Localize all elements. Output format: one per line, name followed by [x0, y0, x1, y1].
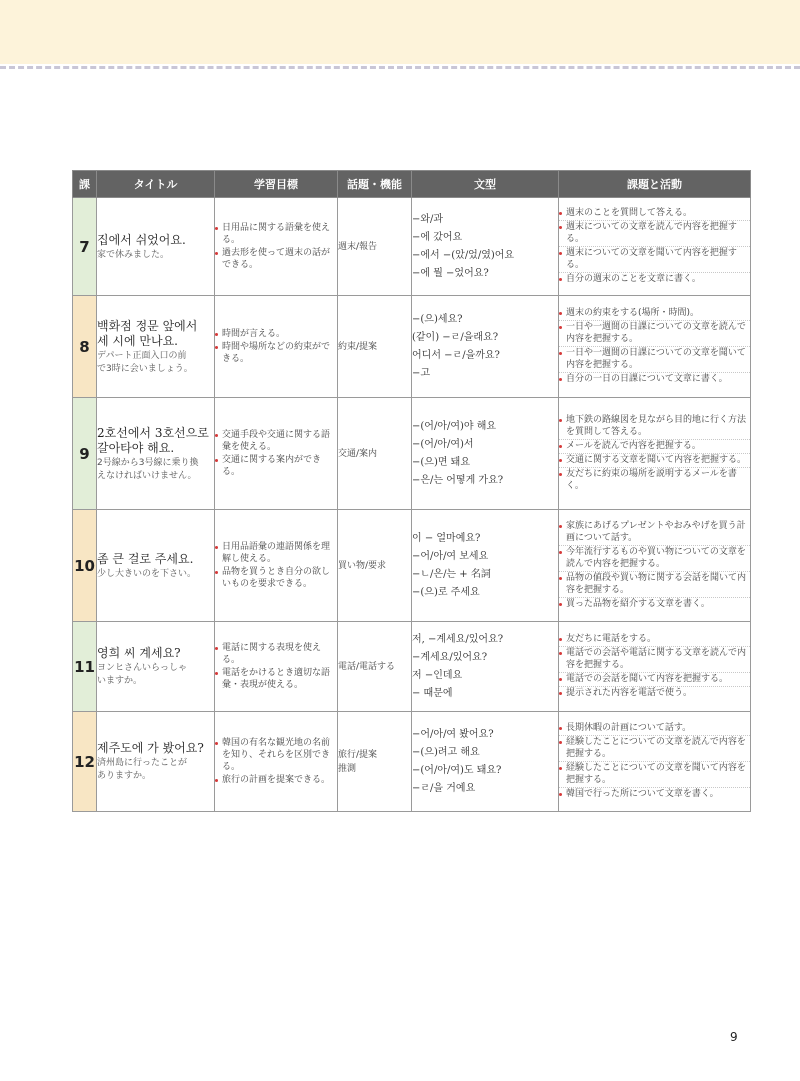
topic-line: 交通/案内: [338, 448, 378, 459]
activity-item: 提示された内容を電話で使う。: [559, 687, 750, 700]
topic-line: 約束/提案: [338, 341, 378, 352]
top-decorative-band: [0, 0, 800, 64]
goals-list: [215, 429, 337, 478]
pattern-line: −에 갔어요: [412, 231, 463, 243]
activity-item: 友だちに電話をする。: [559, 633, 750, 647]
japanese-subtitle-line: ヨンヒさんいらっしゃ: [97, 663, 188, 673]
pattern-line: (같이) −ㄹ/을래요?: [412, 331, 499, 343]
goal-item: 日用品語彙の連語関係を理解し使える。: [215, 541, 337, 565]
pattern-line: −(으)면 돼요: [412, 456, 471, 468]
pattern-line: 어디서 −ㄹ/을까요?: [412, 349, 500, 361]
lesson-number: 9: [73, 398, 97, 510]
goal-item: 時間や場所などの約束ができる。: [215, 341, 337, 365]
pattern-line: −ㄴ/은/는 + 名詞: [412, 568, 491, 580]
japanese-subtitle-line: で3時に会いましょう。: [97, 363, 193, 374]
pattern-line: 저, −계세요/있어요?: [412, 633, 504, 645]
activity-item: 自分の一日の日課について文章に書く。: [559, 373, 750, 386]
korean-title-line: 집에서 쉬었어요.: [97, 232, 186, 247]
lesson-title-cell: [97, 712, 215, 812]
japanese-subtitle-line: 済州島に行ったことが: [97, 758, 188, 768]
japanese-subtitle-line: デパート正面入口の前: [97, 350, 187, 361]
topic-line: 旅行/提案: [338, 749, 378, 760]
pattern-line: 저 −인데요: [412, 669, 463, 681]
korean-title-line: 세 시에 만나요.: [97, 333, 178, 348]
activities-list: [559, 414, 750, 493]
topic-function-cell: [338, 712, 412, 812]
activities-list: [559, 307, 750, 386]
topic-line: 推測: [338, 763, 357, 774]
activity-item: 韓国で行った所について文章を書く。: [559, 788, 750, 801]
goal-item: 品物を買うとき自分の欲しいものを要求できる。: [215, 566, 337, 590]
topic-line: 電話/電話する: [338, 661, 396, 672]
header-patterns: 文型: [412, 171, 559, 198]
pattern-line: −계세요/있어요?: [412, 651, 488, 663]
activity-item: メールを読んで内容を把握する。: [559, 440, 750, 454]
topic-function-cell: [338, 622, 412, 712]
topic-function-cell: [338, 296, 412, 398]
activity-item: 一日や一週間の日課についての文章を読んで内容を把握する。: [559, 321, 750, 347]
table-row: [73, 296, 751, 398]
learning-goals-cell: [215, 296, 338, 398]
pattern-line: −은/는 어떻게 가요?: [412, 474, 504, 486]
goal-item: 交通手段や交通に関する語彙を使える。: [215, 429, 337, 453]
sentence-patterns-cell: [412, 198, 559, 296]
pattern-line: −어/아/여 보세요: [412, 550, 489, 562]
activities-cell: [559, 398, 751, 510]
topic-line: 買い物/要求: [338, 560, 387, 571]
activity-item: 週末のことを質問して答える。: [559, 207, 750, 221]
learning-goals-cell: [215, 510, 338, 622]
sentence-patterns-cell: [412, 622, 559, 712]
activity-item: 地下鉄の路線図を見ながら目的地に行く方法を質問して答える。: [559, 414, 750, 440]
japanese-subtitle-line: えなければいけません。: [97, 470, 197, 481]
lesson-number: 12: [73, 712, 97, 812]
activities-list: [559, 722, 750, 801]
goal-item: 過去形を使って週末の話ができる。: [215, 247, 337, 271]
page-number: 9: [730, 1030, 738, 1044]
korean-title-line: 2호선에서 3호선으로: [97, 425, 209, 440]
topic-function-cell: [338, 398, 412, 510]
japanese-subtitle-line: ありますか。: [97, 771, 152, 781]
topic-function-cell: [338, 198, 412, 296]
goal-item: 交通に関する案内ができる。: [215, 454, 337, 478]
goals-list: [215, 222, 337, 271]
header-goals: 学習目標: [215, 171, 338, 198]
sentence-patterns-cell: [412, 510, 559, 622]
table-row: [73, 398, 751, 510]
pattern-line: 이 − 얼마예요?: [412, 532, 481, 544]
activity-item: 週末についての文章を聞いて内容を把握する。: [559, 247, 750, 273]
goal-item: 時間が言える。: [215, 328, 337, 340]
japanese-subtitle-line: 家で休みました。: [97, 249, 170, 260]
lesson-title-cell: [97, 398, 215, 510]
pattern-line: −(으)세요?: [412, 313, 463, 325]
activities-cell: [559, 712, 751, 812]
activity-item: 交通に関する文章を聞いて内容を把握する。: [559, 454, 750, 468]
pattern-line: −(어/아/여)도 돼요?: [412, 764, 502, 776]
lesson-number: 7: [73, 198, 97, 296]
japanese-subtitle-line: 2号線から3号線に乗り換: [97, 457, 199, 468]
activities-cell: [559, 622, 751, 712]
goal-item: 電話に関する表現を使える。: [215, 642, 337, 666]
lesson-title-cell: [97, 296, 215, 398]
table-row: [73, 712, 751, 812]
sentence-patterns-cell: [412, 296, 559, 398]
pattern-line: −(으)려고 해요: [412, 746, 480, 758]
activity-item: 家族にあげるプレゼントやおみやげを買う計画について話す。: [559, 520, 750, 546]
learning-goals-cell: [215, 398, 338, 510]
table-header-row: [73, 171, 751, 198]
header-lesson: 課: [73, 171, 97, 198]
lesson-number: 8: [73, 296, 97, 398]
activity-item: 週末についての文章を読んで内容を把握する。: [559, 221, 750, 247]
activities-cell: [559, 510, 751, 622]
goal-item: 韓国の有名な観光地の名前を知り、それらを区別できる。: [215, 737, 337, 773]
activity-item: 経験したことについての文章を読んで内容を把握する。: [559, 736, 750, 762]
activity-item: 電話での会話や電話に関する文章を読んで内容を把握する。: [559, 647, 750, 673]
goal-item: 日用品に関する語彙を使える。: [215, 222, 337, 246]
activity-item: 経験したことについての文章を聞いて内容を把握する。: [559, 762, 750, 788]
activity-item: 長期休暇の計画について話す。: [559, 722, 750, 736]
pattern-line: −와/과: [412, 213, 444, 225]
activities-list: [559, 520, 750, 611]
korean-title-line: 백화점 정문 앞에서: [97, 318, 198, 333]
lesson-title-cell: [97, 198, 215, 296]
korean-title-line: 제주도에 가 봤어요?: [97, 741, 204, 755]
activity-item: 買った品物を紹介する文章を書く。: [559, 598, 750, 611]
activity-item: 自分の週末のことを文章に書く。: [559, 273, 750, 286]
table-row: [73, 198, 751, 296]
korean-title-line: 갈아타야 해요.: [97, 440, 175, 455]
header-title: タイトル: [97, 171, 215, 198]
pattern-line: −고: [412, 367, 431, 379]
activities-list: [559, 633, 750, 700]
goals-list: [215, 642, 337, 691]
topic-function-cell: [338, 510, 412, 622]
activity-item: 週末の約束をする(場所・時間)。: [559, 307, 750, 321]
japanese-subtitle-line: いますか。: [97, 676, 143, 686]
learning-goals-cell: [215, 712, 338, 812]
activities-list: [559, 207, 750, 286]
lesson-number: 11: [73, 622, 97, 712]
activity-item: 電話での会話を聞いて内容を把握する。: [559, 673, 750, 687]
pattern-line: −(어/아/여)야 해요: [412, 420, 497, 432]
top-dashed-divider: [0, 66, 800, 69]
goals-list: [215, 737, 337, 786]
table-row: [73, 622, 751, 712]
pattern-line: − 때문에: [412, 687, 453, 699]
japanese-subtitle-line: 少し大きいのを下さい。: [97, 568, 197, 579]
activities-cell: [559, 198, 751, 296]
table-row: [73, 510, 751, 622]
pattern-line: −에서 −(았/었/였)어요: [412, 249, 515, 261]
korean-title-line: 좀 큰 걸로 주세요.: [97, 551, 194, 566]
korean-title-line: 영희 씨 계세요?: [97, 646, 181, 660]
curriculum-table: [72, 170, 751, 812]
lesson-title-cell: [97, 510, 215, 622]
sentence-patterns-cell: [412, 398, 559, 510]
topic-line: 週末/報告: [338, 241, 378, 252]
pattern-line: −(으)로 주세요: [412, 586, 480, 598]
pattern-line: −(어/아/여)서: [412, 438, 474, 450]
pattern-line: −어/아/여 봤어요?: [412, 728, 494, 740]
learning-goals-cell: [215, 198, 338, 296]
activities-cell: [559, 296, 751, 398]
lesson-title-cell: [97, 622, 215, 712]
goal-item: 旅行の計画を提案できる。: [215, 774, 337, 786]
goals-list: [215, 328, 337, 365]
sentence-patterns-cell: [412, 712, 559, 812]
header-topic: 話題・機能: [338, 171, 412, 198]
activity-item: 友だちに約束の場所を説明するメールを書く。: [559, 468, 750, 493]
goals-list: [215, 541, 337, 590]
pattern-line: −ㄹ/을 거예요: [412, 782, 476, 794]
activity-item: 品物の値段や買い物に関する会話を聞いて内容を把握する。: [559, 572, 750, 598]
activity-item: 一日や一週間の日課についての文章を聞いて内容を把握する。: [559, 347, 750, 373]
activity-item: 今年流行するものや買い物についての文章を読んで内容を把握する。: [559, 546, 750, 572]
learning-goals-cell: [215, 622, 338, 712]
lesson-number: 10: [73, 510, 97, 622]
header-activities: 課題と活動: [559, 171, 751, 198]
pattern-line: −에 뭘 −었어요?: [412, 267, 489, 279]
goal-item: 電話をかけるとき適切な語彙・表現が使える。: [215, 667, 337, 691]
